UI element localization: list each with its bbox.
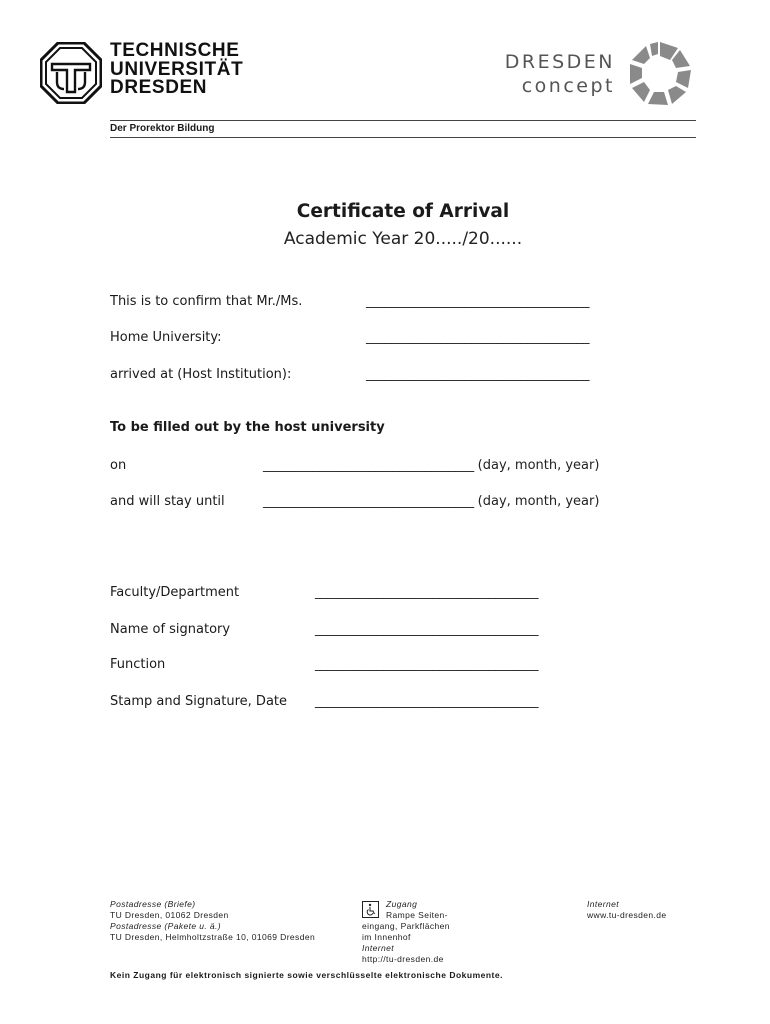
dresden-concept-ring-icon xyxy=(626,40,694,108)
stay-until-blank: __________________________________ xyxy=(263,494,474,509)
tud-wordmark-line: DRESDEN xyxy=(110,77,208,98)
footer-notice: Kein Zugang für elektronisch signierte sowie verschlüsselte elektronische Dokumente. xyxy=(110,970,503,980)
field-blank-arrival-date xyxy=(263,458,599,473)
footer-internet-heading: Internet xyxy=(362,943,395,953)
header-rule-bottom xyxy=(110,137,696,138)
footer-access-line: Rampe Seiten- xyxy=(386,910,448,920)
footer-postal-parcels: TU Dresden, Helmholtzstraße 10, 01069 Dresden xyxy=(110,932,316,942)
arrival-date-blank: __________________________________ xyxy=(263,458,474,473)
footer-access-line: eingang, Parkflächen xyxy=(362,921,450,931)
dresden-concept-wordmark xyxy=(505,50,615,98)
field-label-function: Function xyxy=(110,657,166,672)
field-label-stay-until: and will stay until xyxy=(110,494,225,509)
dresden-concept-line: DRESDEN xyxy=(504,51,615,73)
field-label-signatory: Name of signatory xyxy=(110,622,231,637)
footer-website-link[interactable]: www.tu-dresden.de xyxy=(587,910,667,920)
field-label-host-institution: arrived at (Host Institution): xyxy=(110,367,292,382)
field-blank-faculty: ____________________________________ xyxy=(315,585,539,600)
field-blank-stamp-signature: ____________________________________ xyxy=(315,694,539,709)
department-label: Der Prorektor Bildung xyxy=(110,123,215,134)
footer-postal-letters: TU Dresden, 01062 Dresden xyxy=(110,910,229,920)
document-title: Certificate of Arrival xyxy=(296,201,510,222)
field-label-faculty: Faculty/Department xyxy=(110,585,240,600)
footer-internet xyxy=(587,899,667,921)
field-blank-name: ____________________________________ xyxy=(366,294,590,309)
footer-internet-link[interactable]: http://tu-dresden.de xyxy=(362,954,444,964)
footer-postal-parcels-heading: Postadresse (Pakete u. ä.) xyxy=(110,921,222,931)
field-label-stamp-signature: Stamp and Signature, Date xyxy=(110,694,288,709)
field-blank-function: ____________________________________ xyxy=(315,657,539,672)
tud-wordmark xyxy=(110,42,243,98)
tud-wordmark-line: TECHNISCHE xyxy=(110,40,240,61)
field-label-home-university: Home University: xyxy=(110,330,222,345)
footer-access-heading: Zugang xyxy=(386,899,418,909)
footer-postal-letters-heading: Postadresse (Briefe) xyxy=(110,899,196,909)
tud-wordmark-line: UNIVERSITÄT xyxy=(110,58,244,80)
footer-access xyxy=(362,899,450,965)
tud-emblem-icon xyxy=(40,42,102,104)
field-blank-host-institution: ____________________________________ xyxy=(366,367,590,382)
field-blank-home-university: ____________________________________ xyxy=(366,330,590,345)
field-label-name: This is to confirm that Mr./Ms. xyxy=(110,294,303,309)
footer-internet-heading-right: Internet xyxy=(587,899,620,909)
dresden-concept-line: concept xyxy=(521,75,615,97)
footer-access-line: im Innenhof xyxy=(362,932,411,942)
host-section-heading: To be filled out by the host university xyxy=(110,420,385,435)
field-blank-signatory: ____________________________________ xyxy=(315,622,539,637)
field-label-arrival-date: on xyxy=(110,458,127,473)
stay-until-format: (day, month, year) xyxy=(477,494,600,509)
document-subtitle: Academic Year 20...../20...... xyxy=(283,229,523,249)
field-blank-stay-until xyxy=(263,494,599,509)
header-rule-top xyxy=(110,120,696,121)
arrival-date-format: (day, month, year) xyxy=(477,458,600,473)
footer-postal-address xyxy=(110,899,315,943)
